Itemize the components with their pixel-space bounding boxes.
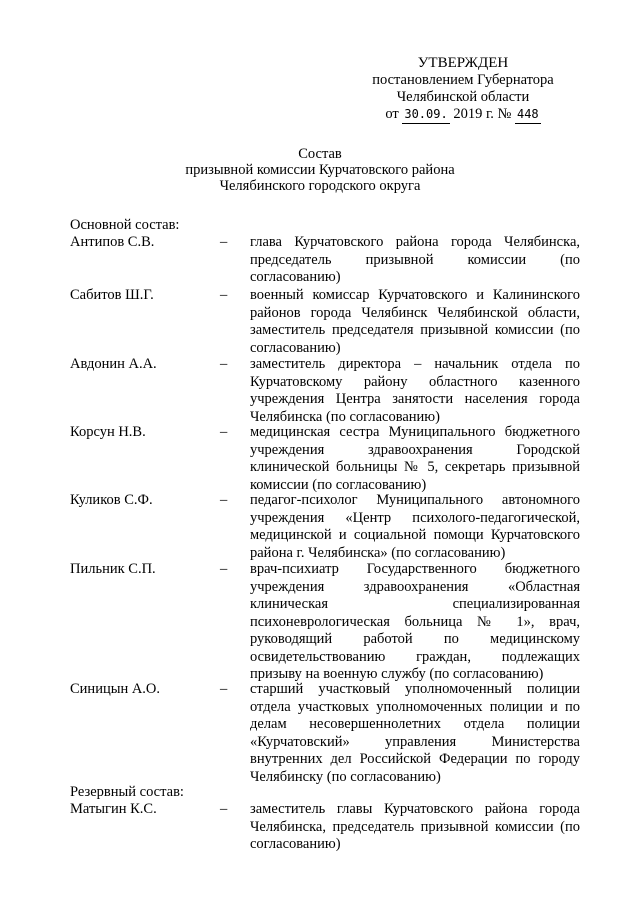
member-name: Авдонин А.А.: [70, 356, 157, 372]
approval-number-label: №: [497, 106, 512, 122]
approval-line-2: Челябинской области: [396, 89, 530, 105]
document-title: [0, 146, 640, 194]
member-dash: –: [220, 356, 228, 372]
approval-date-row: [358, 106, 568, 124]
title-line-1: Состав: [298, 146, 342, 162]
member-dash: –: [220, 561, 228, 577]
title-line-2: призывной комиссии Курчатовского района: [185, 162, 455, 178]
approval-date: 30.09.: [402, 106, 449, 124]
approval-line-1: постановлением Губернатора: [372, 72, 554, 88]
main-composition-label: Основной состав:: [70, 217, 180, 233]
approval-from-label: от: [385, 106, 399, 122]
title-line-3: Челябинского городского округа: [219, 178, 421, 194]
member-role: старший участковый уполномоченный полиции отдела участковых уполномоченных полиции и по делам несовершеннолетних отдела полиции «Курчатовский» управления Министерства внутренних дел Российской Федерации по городу Челябинску (по согласованию): [250, 681, 580, 785]
member-name: Матыгин К.С.: [70, 801, 157, 817]
member-dash: –: [220, 287, 228, 303]
approval-heading: УТВЕРЖДЕН: [417, 55, 509, 71]
member-role: врач-психиатр Государственного бюджетного учреждения здравоохранения «Областная клиническая специализированная психоневрологическая больница № 1», врач, руководящий работой по медицинскому освидетельствованию граждан, подлежащих призыву на военную службу (по согласованию): [250, 561, 580, 682]
member-name: Корсун Н.В.: [70, 424, 146, 440]
member-role: педагог-психолог Муниципального автономного учреждения «Центр психолого-педагогической, медицинской и социальной помощи Курчатовского района г. Челябинска» (по согласованию): [250, 492, 580, 561]
reserve-composition-label: Резервный состав:: [70, 784, 184, 800]
member-name: Антипов С.В.: [70, 234, 155, 250]
member-dash: –: [220, 234, 228, 250]
approval-block: [358, 55, 568, 124]
member-dash: –: [220, 424, 228, 440]
approval-number: 448: [515, 106, 541, 124]
member-dash: –: [220, 681, 228, 697]
member-role: заместитель директора – начальник отдела по Курчатовскому району областного казенного учреждения Центра занятости населения города Челябинска (по согласованию): [250, 356, 580, 425]
member-dash: –: [220, 801, 228, 817]
member-name: Сабитов Ш.Г.: [70, 287, 154, 303]
member-name: Синицын А.О.: [70, 681, 161, 697]
member-role: глава Курчатовского района города Челябинска, председатель призывной комиссии (по согласованию): [250, 234, 580, 285]
member-name: Пильник С.П.: [70, 561, 156, 577]
member-dash: –: [220, 492, 228, 508]
member-name: Куликов С.Ф.: [70, 492, 153, 508]
member-role: военный комиссар Курчатовского и Калининского районов города Челябинск Челябинской области, заместитель председателя призывной комиссии (по согласованию): [250, 287, 580, 356]
member-role: заместитель главы Курчатовского района города Челябинска, председатель призывной комиссии (по согласованию): [250, 801, 580, 852]
approval-year: 2019 г.: [453, 106, 494, 122]
member-role: медицинская сестра Муниципального бюджетного учреждения здравоохранения Городской клинической больницы № 5, секретарь призывной комиссии (по согласованию): [250, 424, 580, 493]
